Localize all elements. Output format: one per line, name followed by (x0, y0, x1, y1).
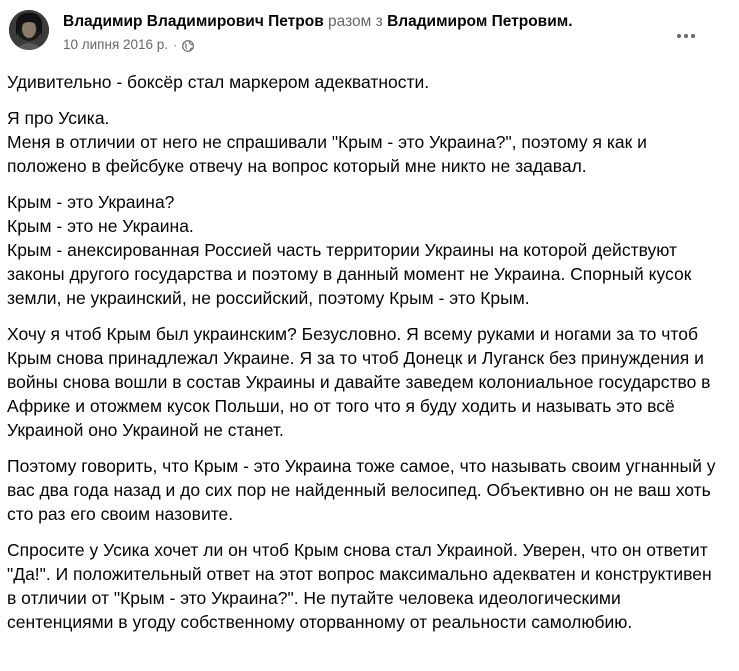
post-text (7, 70, 722, 646)
author-name-link[interactable]: Владимир Владимирович Петров (63, 13, 324, 30)
meta-separator: · (173, 38, 178, 52)
globe-icon[interactable] (182, 39, 194, 51)
post-paragraph: Я про Усика. Меня в отличии от него не спрашивали "Крым - это Украина?", поэтому я как и положено в фейсбуке отвечу на вопрос который мне никто не задавал. (7, 108, 647, 176)
more-options-icon[interactable] (668, 24, 704, 48)
post-paragraph: Поэтому говорить, что Крым - это Украина тоже самое, что называть своим угнанный у вас два года назад и до сих пор не найденный велосипед. Объективно он не ваш хоть сто раз его своим назовите. (7, 456, 716, 524)
tagged-user-link[interactable]: Владимиром Петровим. (387, 13, 573, 30)
author-avatar[interactable] (9, 10, 49, 50)
post-meta (63, 36, 194, 54)
post-paragraph: Удивительно - боксёр стал маркером адекватности. (7, 72, 430, 92)
post-date-link[interactable]: 10 липня 2016 р. (63, 37, 169, 52)
with-label: разом з (328, 13, 383, 30)
post-header (63, 12, 573, 32)
post-paragraph: Спросите у Усика хочет ли он чтоб Крым снова стал Украиной. Уверен, что он ответит "Да!". И положительный ответ на этот вопрос максимально адекватен и конструктивен в отличии от "Крым - это Украина?". Не путайте человека идеологическими сентенциями в угоду собственному оторванному от реальности самолюбию. (7, 540, 712, 632)
post-paragraph: Крым - это Украина? Крым - это не Украина. Крым - анексированная Россией часть территории Украины на которой действуют законы другого государства и поэтому в данный момент не Украина. Спорный кусок земли, не украинский, не российский, поэтому Крым - это Крым. (7, 192, 692, 308)
post-paragraph: Хочу я чтоб Крым был украинским? Безусловно. Я всему руками и ногами за то чтоб Крым снова принадлежал Украине. Я за то чтоб Донецк и Луганск без принуждения и войны снова вошли в состав Украины и давайте заведем колониальное государство в Африке и отожмем кусок Польши, но от того что я буду ходить и называть это всё Украиной оно Украиной не станет. (7, 324, 711, 440)
